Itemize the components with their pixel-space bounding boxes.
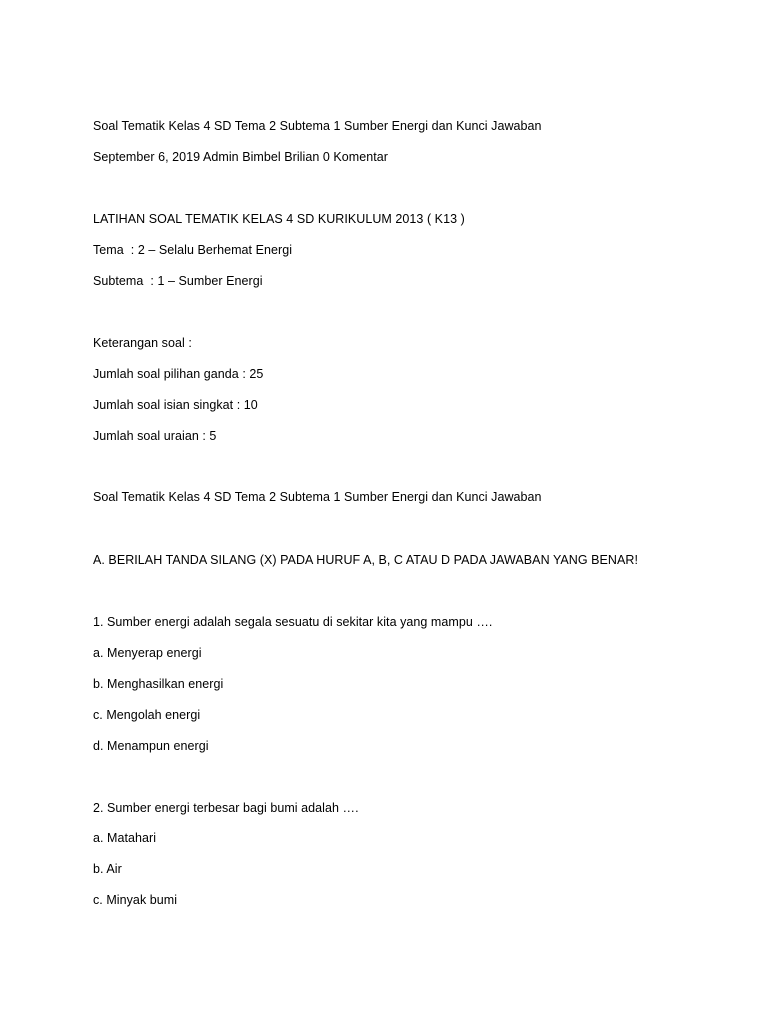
question-1-option-a: a. Menyerap energi bbox=[93, 646, 202, 660]
tema-line: Tema : 2 – Selalu Berhemat Energi bbox=[93, 243, 293, 257]
question-1: 1. Sumber energi adalah segala sesuatu di sekitar kita yang mampu …. bbox=[93, 615, 493, 629]
count-isian-singkat: Jumlah soal isian singkat : 10 bbox=[93, 398, 258, 412]
section-heading: LATIHAN SOAL TEMATIK KELAS 4 SD KURIKULUM 2013 ( K13 ) bbox=[93, 212, 465, 226]
count-pilihan-ganda: Jumlah soal pilihan ganda : 25 bbox=[93, 367, 264, 381]
question-1-option-b: b. Menghasilkan energi bbox=[93, 677, 224, 691]
question-2: 2. Sumber energi terbesar bagi bumi adalah …. bbox=[93, 801, 359, 815]
document-title: Soal Tematik Kelas 4 SD Tema 2 Subtema 1 Sumber Energi dan Kunci Jawaban bbox=[93, 119, 542, 133]
post-meta: September 6, 2019 Admin Bimbel Brilian 0 Komentar bbox=[93, 150, 388, 164]
question-1-option-d: d. Menampun energi bbox=[93, 739, 209, 753]
question-1-option-c: c. Mengolah energi bbox=[93, 708, 201, 722]
document-title-repeat: Soal Tematik Kelas 4 SD Tema 2 Subtema 1 Sumber Energi dan Kunci Jawaban bbox=[93, 490, 542, 504]
question-2-option-c: c. Minyak bumi bbox=[93, 893, 178, 907]
keterangan-label: Keterangan soal : bbox=[93, 336, 192, 350]
question-2-option-b: b. Air bbox=[93, 862, 122, 876]
subtema-line: Subtema : 1 – Sumber Energi bbox=[93, 274, 263, 288]
question-2-option-a: a. Matahari bbox=[93, 831, 157, 845]
instruction-line: A. BERILAH TANDA SILANG (X) PADA HURUF A, B, C ATAU D PADA JAWABAN YANG BENAR! bbox=[93, 553, 639, 567]
count-uraian: Jumlah soal uraian : 5 bbox=[93, 429, 217, 443]
